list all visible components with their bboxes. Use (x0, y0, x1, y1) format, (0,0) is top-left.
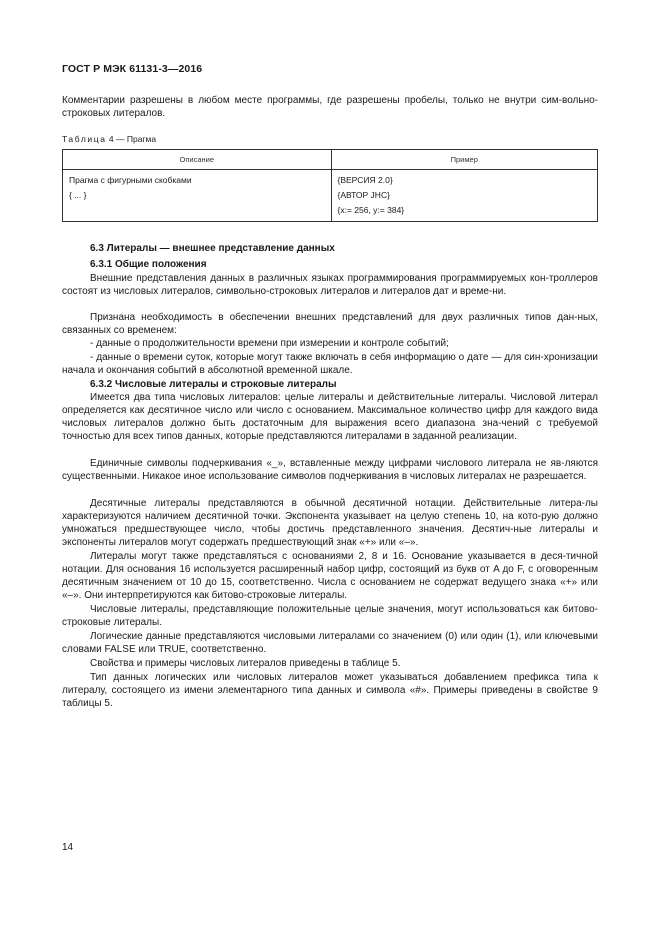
table-caption (62, 134, 156, 144)
description-line: { ... } (69, 190, 87, 200)
section-heading-6-3-2: 6.3.2 Числовые литералы и строковые литералы (90, 379, 337, 390)
table-header-row (63, 150, 598, 170)
page-number: 14 (62, 842, 74, 853)
section-heading-6-3-1: 6.3.1 Общие положения (90, 259, 207, 270)
list-item: - данные о продолжительности времени при измерении и контроле событий; (90, 338, 449, 349)
intro-paragraph: Комментарии разрешены в любом месте программы, где разрешены пробелы, только не внутри сим-вольно-строковых литералов. (62, 95, 598, 119)
paragraph: Свойства и примеры числовых литералов приведены в таблице 5. (90, 658, 401, 669)
table-row (63, 170, 598, 222)
paragraph: Литералы могут также представляться с основаниями 2, 8 и 16. Основание указывается в деся-тичной нотации. Для основания 16 используется расширенный набор цифр, состоящий из букв от A до F, с оговоренным десятичным значением от 10 до 15, соответственно. Числа с основанием не содержат ведущего знака «+» или «–». Они интерпретируются как битово-строковые литералы. (62, 551, 598, 601)
header-example: Пример (331, 150, 598, 170)
example-line: {x:= 256, y:= 384} (337, 205, 405, 215)
pragma-table (62, 149, 598, 222)
example-cell (331, 170, 598, 222)
description-cell (63, 170, 332, 222)
paragraph: Признана необходимость в обеспечении внешних представлений для двух различных типов дан-ных, связанных со временем: (62, 312, 598, 336)
list-item: - данные о времени суток, которые могут также включать в себя информацию о дате — для син-хронизации начала и окончания событий в абсолютной временной шкале. (62, 352, 598, 376)
paragraph: Единичные символы подчеркивания «_», вставленные между цифрами числового литерала не яв-ляются существенными. Никакое иное использование символов подчеркивания в числовых литералах не разрешается. (62, 458, 598, 482)
table-caption-label: Таблица (62, 134, 107, 144)
paragraph: Десятичные литералы представляются в обычной десятичной нотации. Действительные литера-лы характеризуются наличием десятичной точки. Экспонента указывает на целую степень 10, на кото-рую должно умножаться предшествующее число, чтобы достичь представленного значения. Десятич-ные литералы и экспоненты литералов могут содержать предшествующий знак «+» или «–». (62, 498, 598, 548)
example-line: {ВЕРСИЯ 2.0} (337, 175, 393, 185)
paragraph: Числовые литералы, представляющие положительные целые значения, могут использоваться как битово-строковые литералы. (62, 604, 598, 628)
description-line: Прагма с фигурными скобками (69, 175, 192, 185)
document-header: ГОСТ Р МЭК 61131-3—2016 (62, 63, 203, 75)
paragraph: Имеется два типа числовых литералов: целые литералы и действительные литералы. Числовой литерал определяется как десятичное число или число с основанием. Максимальное количество цифр для каждого вида числовых литералов должно быть достаточным для выражения всего диапазона зна-чений с требуемой точностью для всех типов данных, которые представляются литералами в заданной реализации. (62, 392, 598, 442)
example-line: {АВТОР JHC} (337, 190, 390, 200)
paragraph: Логические данные представляются числовыми литералами со значением (0) или один (1), или ключевыми словами FALSE или TRUE, соответственно. (62, 631, 598, 655)
paragraph: Внешние представления данных в различных языках программирования программируемых кон-троллеров состоят из числовых литералов, символьно-строковых литералов и литералов дат и време-ни. (62, 273, 598, 297)
paragraph: Тип данных логических или числовых литералов может указываться добавлением префикса типа к литералу, состоящего из имени элементарного типа данных и символа «#». Примеры приведены в свойстве 9 таблицы 5. (62, 672, 598, 709)
table-caption-text: 4 — Прагма (108, 134, 157, 144)
section-heading-6-3: 6.3 Литералы — внешнее представление данных (90, 243, 335, 254)
header-description: Описание (63, 150, 332, 170)
